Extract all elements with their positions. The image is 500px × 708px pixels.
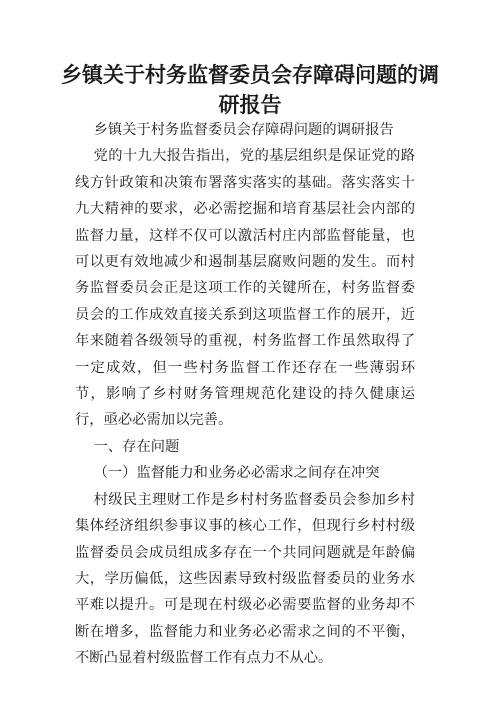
section-heading-problems: 一、存在问题 bbox=[93, 438, 180, 455]
body-paragraph-1: 村级民主理财工作是乡村村务监督委员会参加乡村集体经济组织参事议事的核心工作，但现行乡村村级监督委员会成员组成多存在一个共同问题就是年龄偏大，学历偏低，这些因素导致村级监督委员的业务水平难以提升。可是现在村级必必需要监督的业务却不断在增多，监督能力和业务必必需求之间的不平衡，不断凸显着村级监督工作有点力不从心。 bbox=[75, 491, 415, 667]
body-paragraph-intro: 党的十九大报告指出，党的基层组织是保证党的路线方针政策和决策布署落实落实的基础。落实落实十九大精神的要求，必必需挖掘和培育基层社会内部的监督力量，这样不仅可以激活村庄内部监督能量，也可以更有效地减少和遏制基层腐败问题的发生。而村务监督委员会正是这项工作的关键所在，村务监督委员会的工作成效直接关系到这项监督工作的展开，近年来随着各级领导的重视，村务监督工作虽然取得了一定成效，但一些村务监督工作还存在一些薄弱环节，影响了乡村财务管理规范化建设的持久健康运行，亟必必需加以完善。 bbox=[75, 148, 415, 429]
document-title: 乡镇关于村务监督委员会存障碍问题的调研报告 bbox=[61, 63, 439, 117]
document-body bbox=[75, 117, 415, 672]
subsection-heading-1: （一）监督能力和业务必必需求之间存在冲突 bbox=[93, 465, 380, 482]
document-subtitle: 乡镇关于村务监督委员会存障碍问题的调研报告 bbox=[93, 122, 394, 138]
